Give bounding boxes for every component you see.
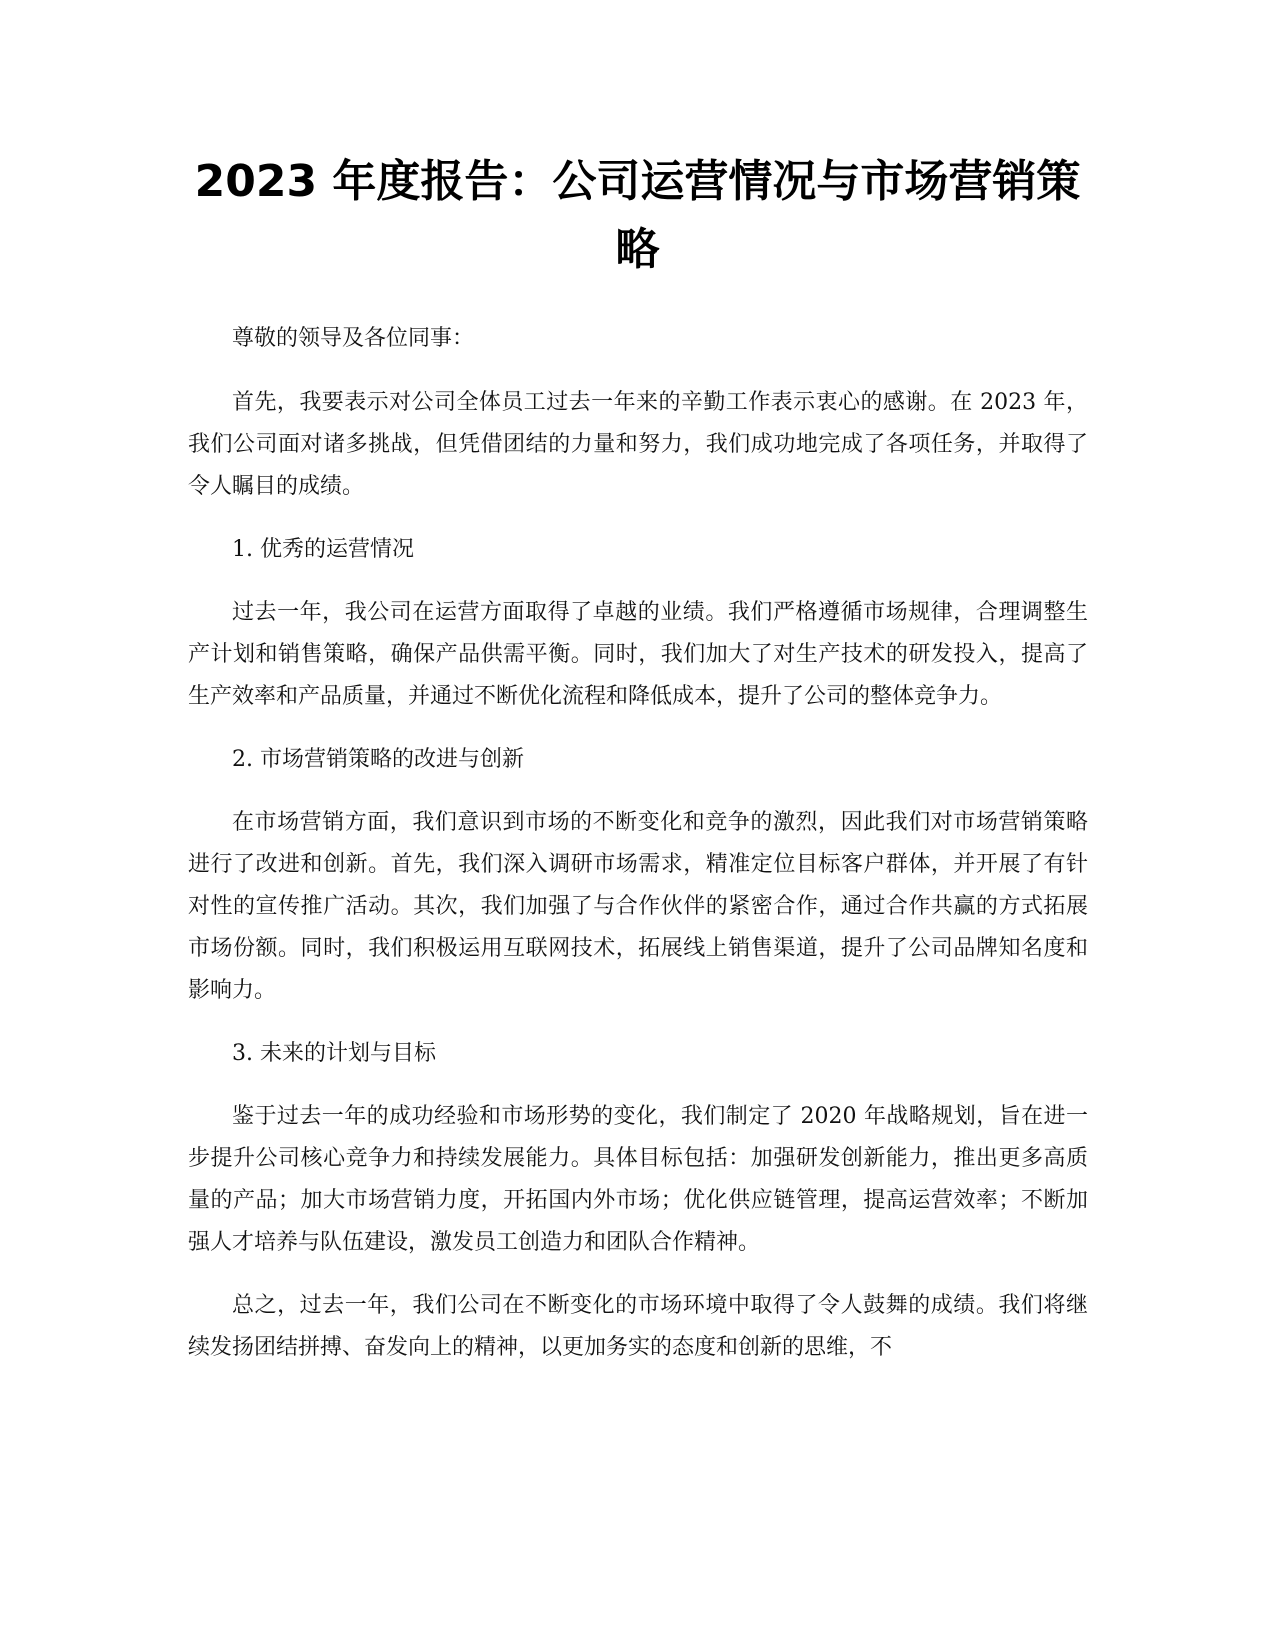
section-body-operations: 过去一年，我公司在运营方面取得了卓越的业绩。我们严格遵循市场规律，合理调整生产计划和销售策略，确保产品供需平衡。同时，我们加大了对生产技术的研发投入，提高了生产效率和产品质量，并通过不断优化流程和降低成本，提升了公司的整体竞争力。 <box>188 600 1088 709</box>
section-body-marketing: 在市场营销方面，我们意识到市场的不断变化和竞争的激烈，因此我们对市场营销策略进行了改进和创新。首先，我们深入调研市场需求，精准定位目标客户群体，并开展了有针对性的宣传推广活动。其次，我们加强了与合作伙伴的紧密合作，通过合作共赢的方式拓展市场份额。同时，我们积极运用互联网技术，拓展线上销售渠道，提升了公司品牌知名度和影响力。 <box>188 810 1088 1003</box>
document-title: 2023 年度报告：公司运营情况与市场营销策略 <box>194 156 1081 275</box>
intro-paragraph: 首先，我要表示对公司全体员工过去一年来的辛勤工作表示衷心的感谢。在 2023 年，我们公司面对诸多挑战，但凭借团结的力量和努力，我们成功地完成了各项任务，并取得了令人瞩目的成绩。 <box>188 390 1088 499</box>
section-heading-marketing: 2. 市场营销策略的改进与创新 <box>232 747 524 772</box>
document-body <box>188 318 1088 1390</box>
section-heading-future-plans: 3. 未来的计划与目标 <box>232 1041 436 1066</box>
section-heading-operations: 1. 优秀的运营情况 <box>232 537 414 562</box>
conclusion-paragraph: 总之，过去一年，我们公司在不断变化的市场环境中取得了令人鼓舞的成绩。我们将继续发扬团结拼搏、奋发向上的精神，以更加务实的态度和创新的思维，不 <box>188 1293 1088 1360</box>
section-body-future-plans: 鉴于过去一年的成功经验和市场形势的变化，我们制定了 2020 年战略规划，旨在进一步提升公司核心竞争力和持续发展能力。具体目标包括：加强研发创新能力，推出更多高质量的产品；加大市场营销力度，开拓国内外市场；优化供应链管理，提高运营效率；不断加强人才培养与队伍建设，激发员工创造力和团队合作精神。 <box>188 1104 1088 1255</box>
salutation: 尊敬的领导及各位同事： <box>232 326 475 351</box>
